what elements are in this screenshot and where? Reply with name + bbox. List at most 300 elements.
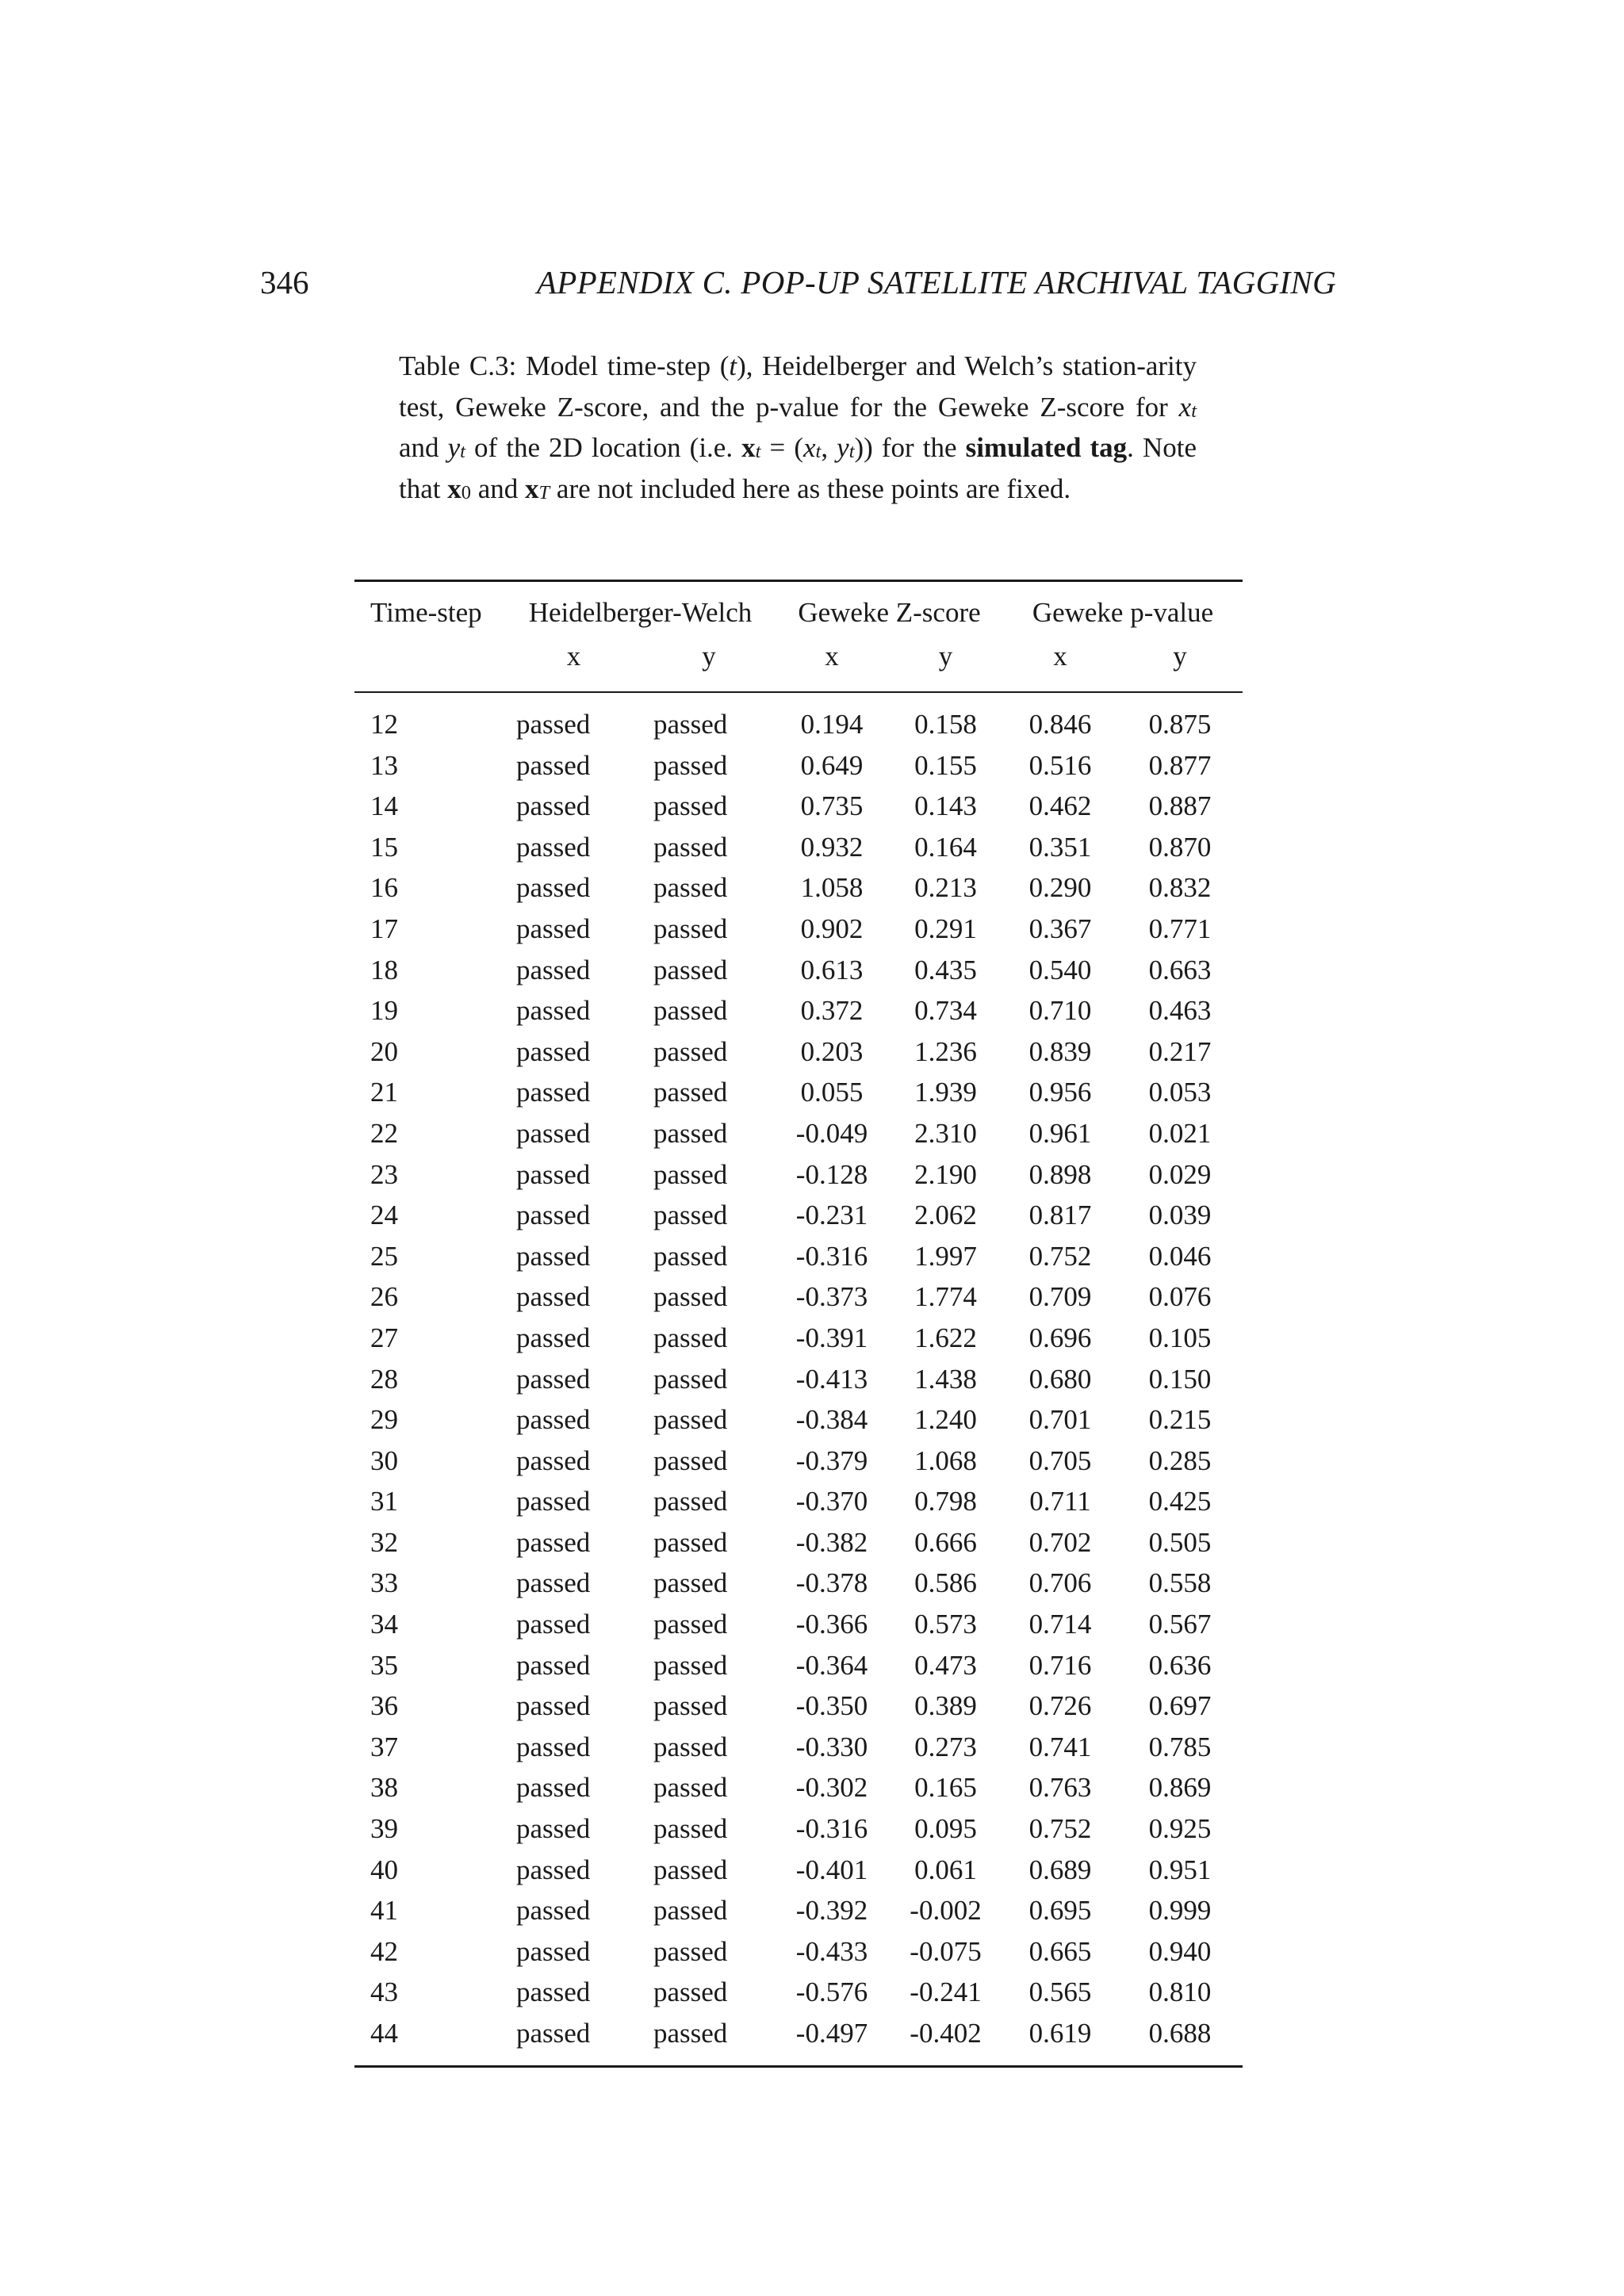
cell-hw-x: passed — [516, 709, 591, 740]
caption-text: ) for the — [864, 432, 966, 463]
cell-hw-y: passed — [653, 1035, 728, 1067]
cell-gz-y: 0.798 — [914, 1486, 977, 1517]
cell-gp-x: 0.846 — [1028, 709, 1092, 740]
cell-gz-x: -0.378 — [795, 1567, 868, 1599]
cell-time-step: 18 — [370, 954, 398, 985]
cell-time-step: 36 — [370, 1690, 398, 1722]
cell-gz-y: 0.095 — [914, 1813, 977, 1845]
cell-gz-x: 0.055 — [800, 1077, 864, 1108]
cell-gp-y: 0.999 — [1148, 1895, 1212, 1927]
cell-gp-y: 0.150 — [1148, 1363, 1212, 1395]
cell-gp-y: 0.039 — [1148, 1200, 1212, 1231]
cell-gp-x: 0.726 — [1028, 1690, 1092, 1722]
caption-bold: simulated tag — [965, 432, 1128, 463]
table-row — [354, 1481, 1243, 1522]
table-row — [354, 1645, 1243, 1686]
cell-gz-x: -0.350 — [795, 1690, 868, 1722]
cell-time-step: 37 — [370, 1731, 398, 1762]
table-row — [354, 1154, 1243, 1196]
cell-time-step: 30 — [370, 1445, 398, 1476]
cell-gz-y: 0.143 — [914, 790, 977, 822]
cell-hw-x: passed — [516, 1035, 591, 1067]
cell-gz-x: -0.433 — [795, 1935, 868, 1967]
cell-gp-x: 0.462 — [1028, 790, 1092, 822]
page-number: 346 — [260, 264, 309, 300]
cell-time-step: 28 — [370, 1363, 398, 1395]
header-gp-y: y — [1117, 644, 1243, 692]
cell-gp-y: 0.870 — [1148, 831, 1212, 863]
cell-hw-y: passed — [653, 1158, 728, 1190]
cell-gp-y: 0.505 — [1148, 1526, 1212, 1558]
cell-gp-x: 0.898 — [1028, 1158, 1092, 1190]
cell-gz-x: -0.413 — [795, 1363, 868, 1395]
cell-gp-y: 0.875 — [1148, 709, 1212, 740]
cell-gz-x: -0.128 — [795, 1158, 868, 1190]
cell-hw-x: passed — [516, 1445, 591, 1476]
cell-hw-y: passed — [653, 1854, 728, 1885]
table-row — [354, 1931, 1243, 1973]
math-x: x — [1178, 391, 1192, 423]
cell-hw-y: passed — [653, 1690, 728, 1722]
cell-gz-x: -0.302 — [795, 1772, 868, 1804]
cell-gp-y: 0.925 — [1148, 1813, 1212, 1845]
cell-gz-y: 0.213 — [914, 872, 977, 904]
caption-text: ), Heidelberger and Welch’s station-arity test, Geweke Z-score, and the p-value for the Geweke Z-score for — [399, 350, 1197, 423]
cell-gz-x: 0.613 — [800, 954, 864, 985]
cell-gp-x: 0.540 — [1028, 954, 1092, 985]
cell-gp-x: 0.752 — [1028, 1813, 1092, 1845]
cell-time-step: 16 — [370, 872, 398, 904]
cell-gp-y: 0.217 — [1148, 1035, 1212, 1067]
cell-gz-x: -0.382 — [795, 1526, 868, 1558]
cell-gz-y: 0.158 — [914, 709, 977, 740]
cell-gp-x: 0.619 — [1003, 2013, 1117, 2066]
cell-hw-x: passed — [516, 1690, 591, 1722]
caption-text: . Note that — [399, 432, 1197, 504]
cell-gp-y: 0.940 — [1148, 1935, 1212, 1967]
cell-hw-x: passed — [516, 790, 591, 822]
cell-hw-x: passed — [516, 1895, 591, 1927]
cell-hw-x: passed — [516, 1609, 591, 1640]
cell-time-step: 33 — [370, 1567, 398, 1599]
cell-gp-x: 0.689 — [1028, 1854, 1092, 1885]
cell-hw-y: passed — [653, 749, 728, 781]
cell-time-step: 40 — [370, 1854, 398, 1885]
cell-gz-y: 1.236 — [914, 1035, 977, 1067]
cell-gz-x: -0.049 — [795, 1117, 868, 1149]
cell-gz-x: -0.379 — [795, 1445, 868, 1476]
cell-gz-x: 0.194 — [800, 709, 864, 740]
table-row — [354, 1441, 1243, 1482]
cell-gz-y: 0.473 — [914, 1649, 977, 1681]
cell-gz-y: 1.068 — [914, 1445, 977, 1476]
cell-gp-x: 0.701 — [1028, 1404, 1092, 1436]
table-row — [354, 692, 1243, 745]
table-row — [354, 1113, 1243, 1154]
header-time-step: Time-step — [370, 597, 482, 628]
cell-hw-x: passed — [516, 1117, 591, 1149]
cell-gz-y: 0.435 — [914, 954, 977, 985]
cell-hw-y: passed — [653, 1895, 728, 1927]
cell-hw-y: passed — [653, 1322, 728, 1353]
math-sub: t — [848, 441, 855, 463]
cell-gz-x: -0.401 — [795, 1854, 868, 1885]
cell-gp-x: 0.702 — [1028, 1526, 1092, 1558]
cell-gp-y: 0.785 — [1148, 1731, 1212, 1762]
table-row — [354, 1359, 1243, 1400]
cell-gp-y: 0.697 — [1148, 1690, 1212, 1722]
table-row — [354, 1276, 1243, 1318]
cell-hw-x: passed — [516, 1486, 591, 1517]
caption-text: and — [470, 473, 526, 504]
cell-gz-x: 0.735 — [800, 790, 864, 822]
cell-gp-x: 0.817 — [1028, 1200, 1092, 1231]
table-row — [354, 1604, 1243, 1645]
cell-gp-x: 0.290 — [1028, 872, 1092, 904]
cell-gz-x: -0.370 — [795, 1486, 868, 1517]
header-gp-x: x — [1003, 644, 1117, 692]
cell-gz-x: 0.649 — [800, 749, 864, 781]
math-sub: t — [460, 441, 465, 463]
cell-gp-y: 0.688 — [1117, 2013, 1243, 2066]
cell-hw-x: passed — [516, 1813, 591, 1845]
cell-time-step: 15 — [370, 831, 398, 863]
cell-gp-y: 0.636 — [1148, 1649, 1212, 1681]
cell-gz-y: 0.734 — [914, 995, 977, 1027]
cell-time-step: 26 — [370, 1281, 398, 1313]
cell-hw-y: passed — [653, 831, 728, 863]
header-heidelberger-welch: Heidelberger-Welch — [528, 597, 753, 628]
table-row — [354, 745, 1243, 786]
cell-hw-y: passed — [653, 1772, 728, 1804]
header-geweke-p-value: Geweke p-value — [1032, 597, 1214, 628]
cell-hw-y: passed — [653, 790, 728, 822]
cell-gp-x: 0.961 — [1028, 1117, 1092, 1149]
cell-hw-x: passed — [516, 1854, 591, 1885]
caption-text: are not included here as these points are fixed. — [550, 473, 1071, 504]
cell-hw-x: passed — [516, 1240, 591, 1272]
caption-label: Table C.3: — [399, 350, 517, 381]
cell-gp-y: 0.663 — [1148, 954, 1212, 985]
cell-hw-x: passed — [516, 1200, 591, 1231]
cell-gz-y: 0.273 — [914, 1731, 977, 1762]
cell-gp-y: 0.810 — [1148, 1976, 1212, 2008]
cell-gz-y: 1.997 — [914, 1240, 977, 1272]
cell-hw-y: passed — [653, 709, 728, 740]
caption-text: and — [399, 432, 448, 463]
cell-gz-x: -0.392 — [795, 1895, 868, 1927]
cell-gp-x: 0.695 — [1028, 1895, 1092, 1927]
cell-hw-y: passed — [653, 1731, 728, 1762]
table-row — [354, 1727, 1243, 1768]
table-row — [354, 1850, 1243, 1891]
table-row — [354, 786, 1243, 827]
math-vector-x: x — [741, 432, 756, 463]
cell-gp-x: 0.705 — [1028, 1445, 1092, 1476]
cell-time-step: 41 — [370, 1895, 398, 1927]
cell-gz-y: 0.164 — [914, 831, 977, 863]
caption-text: Model time-step ( — [516, 350, 730, 381]
cell-hw-x: passed — [516, 1404, 591, 1436]
cell-gz-y: 2.062 — [914, 1200, 977, 1231]
cell-hw-y: passed — [653, 1200, 728, 1231]
table-row — [354, 1318, 1243, 1359]
cell-time-step: 25 — [370, 1240, 398, 1272]
cell-hw-x: passed — [516, 1281, 591, 1313]
cell-time-step: 42 — [370, 1935, 398, 1967]
math-sub: 0 — [461, 481, 471, 503]
cell-time-step: 31 — [370, 1486, 398, 1517]
cell-gp-y: 0.558 — [1148, 1567, 1212, 1599]
cell-time-step: 23 — [370, 1158, 398, 1190]
cell-gz-y: -0.402 — [888, 2013, 1003, 2066]
header-gz-y: y — [888, 644, 1003, 692]
cell-hw-x: passed — [516, 913, 591, 944]
cell-gp-x: 0.665 — [1028, 1935, 1092, 1967]
cell-hw-y: passed — [642, 2013, 776, 2066]
table-row — [354, 950, 1243, 991]
table-row — [354, 1972, 1243, 2013]
cell-gp-x: 0.714 — [1028, 1609, 1092, 1640]
math-vector-x0: x — [447, 473, 462, 504]
cell-gz-x: -0.330 — [795, 1731, 868, 1762]
cell-gp-y: 0.771 — [1148, 913, 1212, 944]
cell-gz-y: 1.622 — [914, 1322, 977, 1353]
cell-gz-x: -0.373 — [795, 1281, 868, 1313]
cell-hw-y: passed — [653, 1526, 728, 1558]
cell-gz-x: -0.384 — [795, 1404, 868, 1436]
cell-hw-y: passed — [653, 1935, 728, 1967]
cell-hw-y: passed — [653, 995, 728, 1027]
chapter-title: APPENDIX C. POP-UP SATELLITE ARCHIVAL TAGGING — [536, 264, 1336, 300]
cell-gz-x: -0.364 — [795, 1649, 868, 1681]
cell-gp-y: 0.567 — [1148, 1609, 1212, 1640]
table-row — [354, 990, 1243, 1031]
cell-hw-x: passed — [516, 1935, 591, 1967]
table-row — [354, 1236, 1243, 1277]
table-row — [354, 867, 1243, 909]
running-head — [260, 258, 1336, 306]
math-paren: ) — [854, 432, 864, 463]
cell-hw-x: passed — [516, 1322, 591, 1353]
cell-time-step: 24 — [370, 1200, 398, 1231]
cell-hw-x: passed — [516, 995, 591, 1027]
table-row — [354, 1195, 1243, 1236]
cell-gz-x: 0.203 — [800, 1035, 864, 1067]
cell-gz-y: 0.155 — [914, 749, 977, 781]
cell-gp-y: 0.832 — [1148, 872, 1212, 904]
cell-gz-x: -0.316 — [795, 1813, 868, 1845]
cell-hw-y: passed — [653, 954, 728, 985]
cell-time-step: 29 — [370, 1404, 398, 1436]
cell-time-step: 12 — [370, 709, 398, 740]
cell-hw-y: passed — [653, 1649, 728, 1681]
cell-gp-x: 0.351 — [1028, 831, 1092, 863]
cell-gp-x: 0.706 — [1028, 1567, 1092, 1599]
math-sub: t — [1191, 400, 1197, 422]
cell-gp-y: 0.463 — [1148, 995, 1212, 1027]
cell-gz-y: 1.240 — [914, 1404, 977, 1436]
cell-hw-x: passed — [516, 1567, 591, 1599]
math-equals: = ( — [760, 432, 803, 463]
table-row — [354, 1072, 1243, 1113]
header-hw-x: x — [505, 644, 642, 692]
cell-gz-y: -0.241 — [910, 1976, 982, 2008]
cell-gz-x: -0.316 — [795, 1240, 868, 1272]
cell-gz-y: 0.573 — [914, 1609, 977, 1640]
cell-time-step: 20 — [370, 1035, 398, 1067]
cell-gp-y: 0.076 — [1148, 1281, 1212, 1313]
cell-hw-y: passed — [653, 1077, 728, 1108]
cell-time-step: 34 — [370, 1609, 398, 1640]
math-x: x — [802, 432, 816, 463]
cell-hw-y: passed — [653, 1240, 728, 1272]
cell-gp-x: 0.516 — [1028, 749, 1092, 781]
math-vector-xT: x — [525, 473, 539, 504]
table-row — [354, 1767, 1243, 1808]
cell-time-step: 17 — [370, 913, 398, 944]
table-row — [354, 1563, 1243, 1604]
math-y: y — [837, 432, 849, 463]
cell-gz-x: 0.372 — [800, 995, 864, 1027]
caption-text: of the 2D location (i.e. — [465, 432, 742, 463]
cell-gp-x: 0.716 — [1028, 1649, 1092, 1681]
cell-gp-x: 0.711 — [1029, 1486, 1091, 1517]
cell-hw-y: passed — [653, 1445, 728, 1476]
cell-gp-x: 0.565 — [1028, 1976, 1092, 2008]
results-table-container — [354, 580, 1243, 2068]
cell-gz-y: 0.061 — [914, 1854, 977, 1885]
math-y: y — [447, 432, 461, 463]
cell-gp-x: 0.752 — [1028, 1240, 1092, 1272]
cell-hw-y: passed — [653, 1363, 728, 1395]
cell-hw-x: passed — [516, 1976, 591, 2008]
table-row — [354, 2013, 1243, 2066]
cell-gp-y: 0.951 — [1148, 1854, 1212, 1885]
cell-gz-y: -0.075 — [910, 1935, 982, 1967]
cell-gz-y: 1.939 — [914, 1077, 977, 1108]
cell-gp-y: 0.215 — [1148, 1404, 1212, 1436]
cell-time-step: 22 — [370, 1117, 398, 1149]
table-row — [354, 1399, 1243, 1441]
table-row — [354, 1031, 1243, 1073]
cell-gz-x: 0.932 — [800, 831, 864, 863]
cell-hw-y: passed — [653, 1486, 728, 1517]
cell-gz-x: -0.391 — [795, 1322, 868, 1353]
cell-gp-y: 0.046 — [1148, 1240, 1212, 1272]
cell-hw-y: passed — [653, 1404, 728, 1436]
cell-gz-x: 1.058 — [800, 872, 864, 904]
cell-hw-x: passed — [516, 1649, 591, 1681]
cell-hw-y: passed — [653, 1813, 728, 1845]
cell-time-step: 44 — [354, 2013, 505, 2066]
cell-hw-y: passed — [653, 913, 728, 944]
cell-hw-x: passed — [516, 1158, 591, 1190]
cell-time-step: 13 — [370, 749, 398, 781]
cell-time-step: 32 — [370, 1526, 398, 1558]
cell-gz-y: 0.389 — [914, 1690, 977, 1722]
cell-time-step: 38 — [370, 1772, 398, 1804]
cell-gp-x: 0.956 — [1028, 1077, 1092, 1108]
table-header — [354, 581, 1243, 693]
table-row — [354, 909, 1243, 950]
math-comma: , — [821, 432, 837, 463]
math-sub: t — [755, 441, 761, 463]
cell-gz-x: 0.902 — [800, 913, 864, 944]
table-body — [354, 692, 1243, 2066]
cell-gz-y: 2.190 — [914, 1158, 977, 1190]
cell-gp-y: 0.869 — [1148, 1772, 1212, 1804]
cell-gz-y: 0.165 — [914, 1772, 977, 1804]
cell-hw-y: passed — [653, 1117, 728, 1149]
cell-hw-x: passed — [516, 872, 591, 904]
cell-gp-y: 0.021 — [1148, 1117, 1212, 1149]
cell-hw-x: passed — [505, 2013, 642, 2066]
cell-gz-y: 0.586 — [914, 1567, 977, 1599]
cell-gp-y: 0.105 — [1148, 1322, 1212, 1353]
cell-gp-x: 0.710 — [1028, 995, 1092, 1027]
cell-gz-x: -0.497 — [776, 2013, 888, 2066]
cell-gp-x: 0.709 — [1028, 1281, 1092, 1313]
cell-gp-x: 0.741 — [1028, 1731, 1092, 1762]
cell-gz-x: -0.231 — [795, 1200, 868, 1231]
header-hw-y: y — [642, 644, 776, 692]
results-table — [354, 580, 1243, 2068]
cell-gp-y: 0.029 — [1148, 1158, 1212, 1190]
cell-hw-y: passed — [653, 1281, 728, 1313]
cell-gp-x: 0.680 — [1028, 1363, 1092, 1395]
math-t: t — [729, 350, 737, 381]
table-row — [354, 1808, 1243, 1850]
cell-gp-y: 0.053 — [1148, 1077, 1212, 1108]
cell-gp-y: 0.877 — [1148, 749, 1212, 781]
cell-gz-y: 1.774 — [914, 1281, 977, 1313]
cell-time-step: 43 — [370, 1976, 398, 2008]
cell-hw-x: passed — [516, 1731, 591, 1762]
header-blank — [354, 644, 505, 692]
cell-gz-x: -0.366 — [795, 1609, 868, 1640]
table-row — [354, 1686, 1243, 1727]
cell-hw-x: passed — [516, 1526, 591, 1558]
cell-gp-x: 0.763 — [1028, 1772, 1092, 1804]
header-gz-x: x — [776, 644, 888, 692]
cell-hw-x: passed — [516, 1363, 591, 1395]
cell-hw-x: passed — [516, 954, 591, 985]
table-row — [354, 827, 1243, 868]
cell-gz-y: -0.002 — [910, 1895, 982, 1927]
cell-hw-y: passed — [653, 1609, 728, 1640]
cell-hw-x: passed — [516, 749, 591, 781]
math-sub: T — [538, 481, 550, 503]
cell-gp-x: 0.839 — [1028, 1035, 1092, 1067]
math-sub: t — [815, 441, 822, 463]
table-caption — [399, 346, 1197, 509]
cell-gz-x: -0.576 — [795, 1976, 868, 2008]
cell-hw-x: passed — [516, 831, 591, 863]
cell-hw-x: passed — [516, 1772, 591, 1804]
cell-hw-y: passed — [653, 872, 728, 904]
cell-hw-x: passed — [516, 1077, 591, 1108]
cell-time-step: 14 — [370, 790, 398, 822]
cell-time-step: 21 — [370, 1077, 398, 1108]
cell-time-step: 19 — [370, 995, 398, 1027]
cell-gp-y: 0.425 — [1148, 1486, 1212, 1517]
header-geweke-z-score: Geweke Z-score — [798, 597, 981, 628]
cell-hw-y: passed — [653, 1976, 728, 2008]
cell-gp-y: 0.285 — [1148, 1445, 1212, 1476]
cell-gz-y: 0.666 — [914, 1526, 977, 1558]
cell-time-step: 39 — [370, 1813, 398, 1845]
